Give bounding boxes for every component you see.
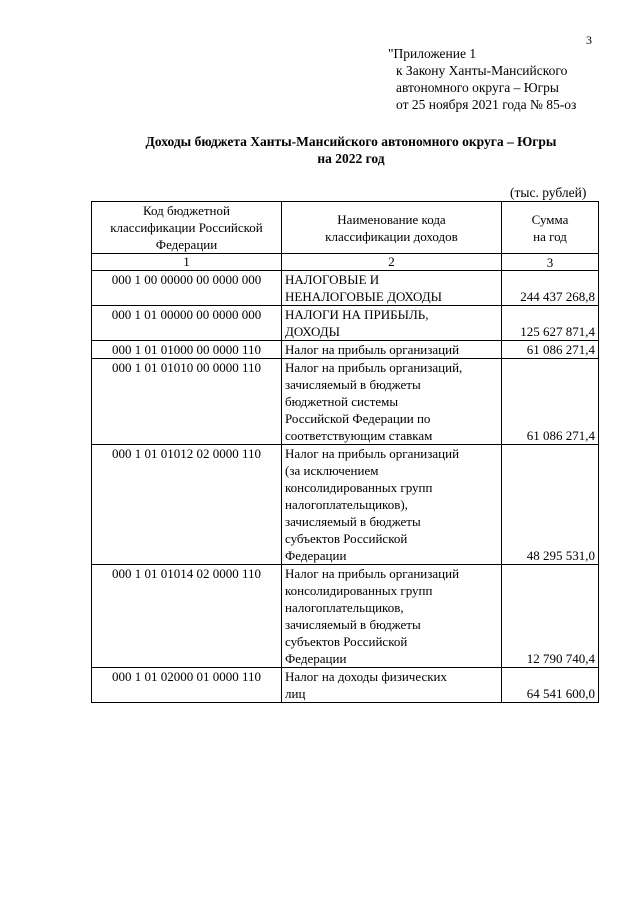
income-name-line: консолидированных групп bbox=[285, 583, 433, 598]
budget-code: 000 1 01 01000 00 0000 110 bbox=[92, 341, 282, 359]
amount: 125 627 871,4 bbox=[502, 306, 599, 341]
table-row bbox=[92, 565, 599, 668]
appendix-line: автономного округа – Югры bbox=[396, 80, 559, 95]
income-name-line: Налог на прибыль организаций bbox=[285, 566, 460, 581]
appendix-header bbox=[388, 45, 576, 113]
income-name-line: налогоплательщиков), bbox=[285, 497, 408, 512]
budget-code: 000 1 00 00000 00 0000 000 bbox=[92, 271, 282, 306]
income-name bbox=[282, 271, 502, 306]
table-row bbox=[92, 359, 599, 445]
table-row bbox=[92, 341, 599, 359]
table-row bbox=[92, 271, 599, 306]
income-name-line: Налог на прибыль организаций bbox=[285, 342, 460, 357]
income-name bbox=[282, 565, 502, 668]
income-name-line: Налог на доходы физических bbox=[285, 669, 447, 684]
column-number: 2 bbox=[282, 254, 502, 271]
income-name-line: НАЛОГИ НА ПРИБЫЛЬ, bbox=[285, 307, 429, 322]
amount: 48 295 531,0 bbox=[502, 445, 599, 565]
income-name-line: Федерации bbox=[285, 548, 347, 563]
income-name-line: субъектов Российской bbox=[285, 531, 408, 546]
amount: 12 790 740,4 bbox=[502, 565, 599, 668]
income-name-line: Федерации bbox=[285, 651, 347, 666]
income-name-line: субъектов Российской bbox=[285, 634, 408, 649]
appendix-line: от 25 ноября 2021 года № 85-оз bbox=[396, 97, 577, 112]
document-title bbox=[0, 133, 640, 167]
column-header bbox=[282, 202, 502, 254]
column-header bbox=[502, 202, 599, 254]
units-label: (тыс. рублей) bbox=[510, 185, 587, 200]
amount: 244 437 268,8 bbox=[502, 271, 599, 306]
income-name bbox=[282, 306, 502, 341]
table-row bbox=[92, 668, 599, 703]
income-table-body bbox=[92, 202, 599, 703]
income-name-line: ДОХОДЫ bbox=[285, 324, 340, 339]
column-header-line: классификации Российской bbox=[110, 220, 263, 235]
income-table bbox=[91, 201, 599, 703]
column-header-line: Федерации bbox=[155, 237, 218, 252]
column-number: 1 bbox=[92, 254, 282, 271]
income-name-line: бюджетной системы bbox=[285, 394, 399, 409]
income-name bbox=[282, 341, 502, 359]
budget-code: 000 1 01 01012 02 0000 110 bbox=[92, 445, 282, 565]
income-name-line: налогоплательщиков, bbox=[285, 600, 404, 615]
appendix-line: "Приложение 1 bbox=[388, 46, 477, 61]
table-row bbox=[92, 306, 599, 341]
income-name-line: зачисляемый в бюджеты bbox=[285, 617, 421, 632]
income-name-line: Налог на прибыль организаций bbox=[285, 446, 460, 461]
column-header-line: на год bbox=[533, 228, 567, 244]
amount: 61 086 271,4 bbox=[502, 359, 599, 445]
column-header bbox=[92, 202, 282, 254]
title-line: на 2022 год bbox=[317, 151, 385, 166]
income-name-line: НЕНАЛОГОВЫЕ ДОХОДЫ bbox=[285, 289, 443, 304]
income-name-line: соответствующим ставкам bbox=[285, 428, 433, 443]
amount: 64 541 600,0 bbox=[502, 668, 599, 703]
budget-code: 000 1 01 00000 00 0000 000 bbox=[92, 306, 282, 341]
income-name-line: зачисляемый в бюджеты bbox=[285, 377, 421, 392]
page-number: 3 bbox=[586, 33, 592, 47]
column-number: 3 bbox=[502, 254, 599, 271]
column-number-row bbox=[92, 254, 599, 271]
income-name bbox=[282, 359, 502, 445]
income-name-line: (за исключением bbox=[285, 463, 379, 478]
income-name-line: лиц bbox=[285, 686, 306, 701]
table-row bbox=[92, 445, 599, 565]
budget-code: 000 1 01 01014 02 0000 110 bbox=[92, 565, 282, 668]
appendix-line: к Закону Ханты-Мансийского bbox=[396, 63, 568, 78]
income-name bbox=[282, 445, 502, 565]
income-name-line: зачисляемый в бюджеты bbox=[285, 514, 421, 529]
income-name-line: НАЛОГОВЫЕ И bbox=[285, 272, 380, 287]
budget-code: 000 1 01 01010 00 0000 110 bbox=[92, 359, 282, 445]
amount: 61 086 271,4 bbox=[502, 341, 599, 359]
column-header-line: классификации доходов bbox=[325, 228, 458, 244]
column-header-line: Наименование кода bbox=[337, 211, 446, 227]
income-name-line: Налог на прибыль организаций, bbox=[285, 360, 463, 375]
income-name bbox=[282, 668, 502, 703]
column-header-line: Сумма bbox=[531, 211, 569, 227]
column-header-line: Код бюджетной bbox=[143, 203, 230, 218]
table-header-row bbox=[92, 202, 599, 254]
income-name-line: Российской Федерации по bbox=[285, 411, 431, 426]
title-line: Доходы бюджета Ханты-Мансийского автономного округа – Югры bbox=[145, 134, 557, 149]
income-name-line: консолидированных групп bbox=[285, 480, 433, 495]
budget-code: 000 1 01 02000 01 0000 110 bbox=[92, 668, 282, 703]
